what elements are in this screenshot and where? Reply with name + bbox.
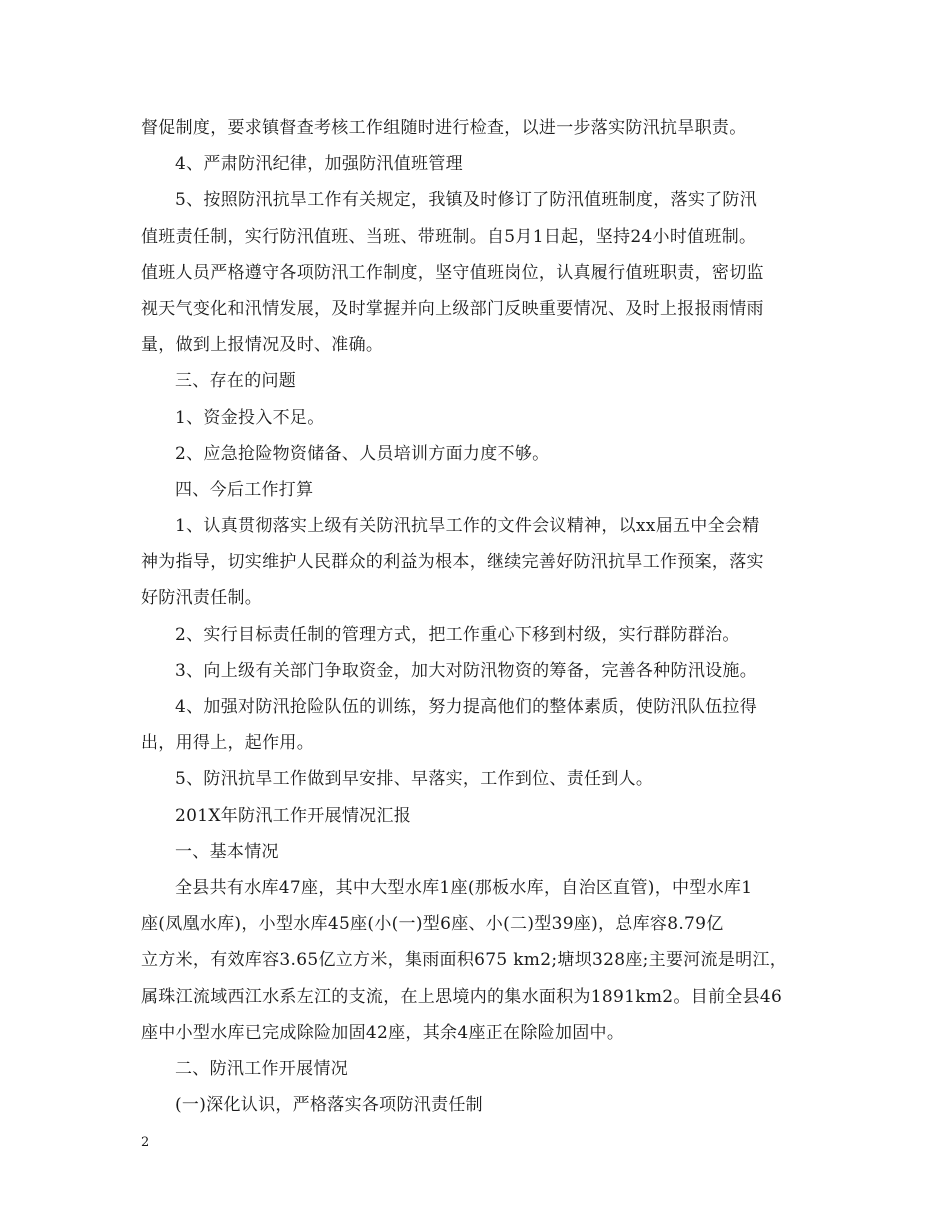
text-line: 2、应急抢险物资储备、人员培训方面力度不够。 [175,443,550,464]
text-line: 3、向上级有关部门争取资金，加大对防汛物资的筹备，完善各种防汛设施。 [175,660,758,681]
text-line: 值班人员严格遵守各项防汛工作制度，坚守值班岗位，认真履行值班职责，密切监 [141,262,764,283]
text-line: 201X年防汛工作开展情况汇报 [175,805,412,826]
text-line: 5、按照防汛抗旱工作有关规定，我镇及时修订了防汛值班制度，落实了防汛 [175,190,758,211]
text-line: 视天气变化和汛情发展，及时掌握并向上级部门反映重要情况、及时上报报雨情雨 [141,298,764,319]
text-line: 1、资金投入不足。 [175,407,325,428]
text-line: 1、认真贯彻落实上级有关防汛抗旱工作的文件会议精神，以xx届五中全会精 [175,516,760,537]
text-line: 4、加强对防汛抢险队伍的训练，努力提高他们的整体素质，使防汛队伍拉得 [175,697,758,717]
document-body [141,110,827,1123]
text-line: 座中小型水库已完成除险加固42座，其余4座正在除险加固中。 [141,1022,625,1043]
text-line: 属珠江流域西江水系左江的支流，在上思境内的集水面积为1891km2。目前全县46 [141,986,783,1007]
text-line: 出，用得上，起作用。 [141,733,314,754]
text-line: 神为指导，切实维护人民群众的利益为根本，继续完善好防汛抗旱工作预案，落实 [141,552,764,573]
text-line: 立方米，有效库容3.65亿立方米，集雨面积675 km2;塘坝328座;主要河流是明江， [141,950,788,971]
text-line: 5、防汛抗旱工作做到早安排、早落实，工作到位、责任到人。 [175,769,654,790]
text-line: 4、严肃防汛纪律，加强防汛值班管理 [175,154,463,175]
text-line: 2、实行目标责任制的管理方式，把工作重心下移到村级，实行群防群治。 [175,624,740,645]
text-line: 三、存在的问题 [175,371,297,392]
text-line: 全县共有水库47座，其中大型水库1座(那板水库，自治区直管)，中型水库1 [175,877,753,898]
text-line: 座(凤凰水库)，小型水库45座(小(一)型6座、小(二)型39座)，总库容8.79亿 [141,914,724,935]
text-line: 量，做到上报情况及时、准确。 [141,335,384,356]
text-line: 值班责任制，实行防汛值班、当班、带班制。自5月1日起，坚持24小时值班制。 [141,226,757,247]
text-line: 二、防汛工作开展情况 [175,1058,348,1079]
text-line: (一)深化认识，严格落实各项防汛责任制 [175,1095,483,1116]
page-number: 2 [141,1135,150,1150]
text-line: 一、基本情况 [175,841,279,862]
text-line: 四、今后工作打算 [175,479,314,500]
text-line: 好防汛责任制。 [141,588,263,609]
text-line: 督促制度，要求镇督查考核工作组随时进行检查，以进一步落实防汛抗旱职责。 [141,118,747,138]
